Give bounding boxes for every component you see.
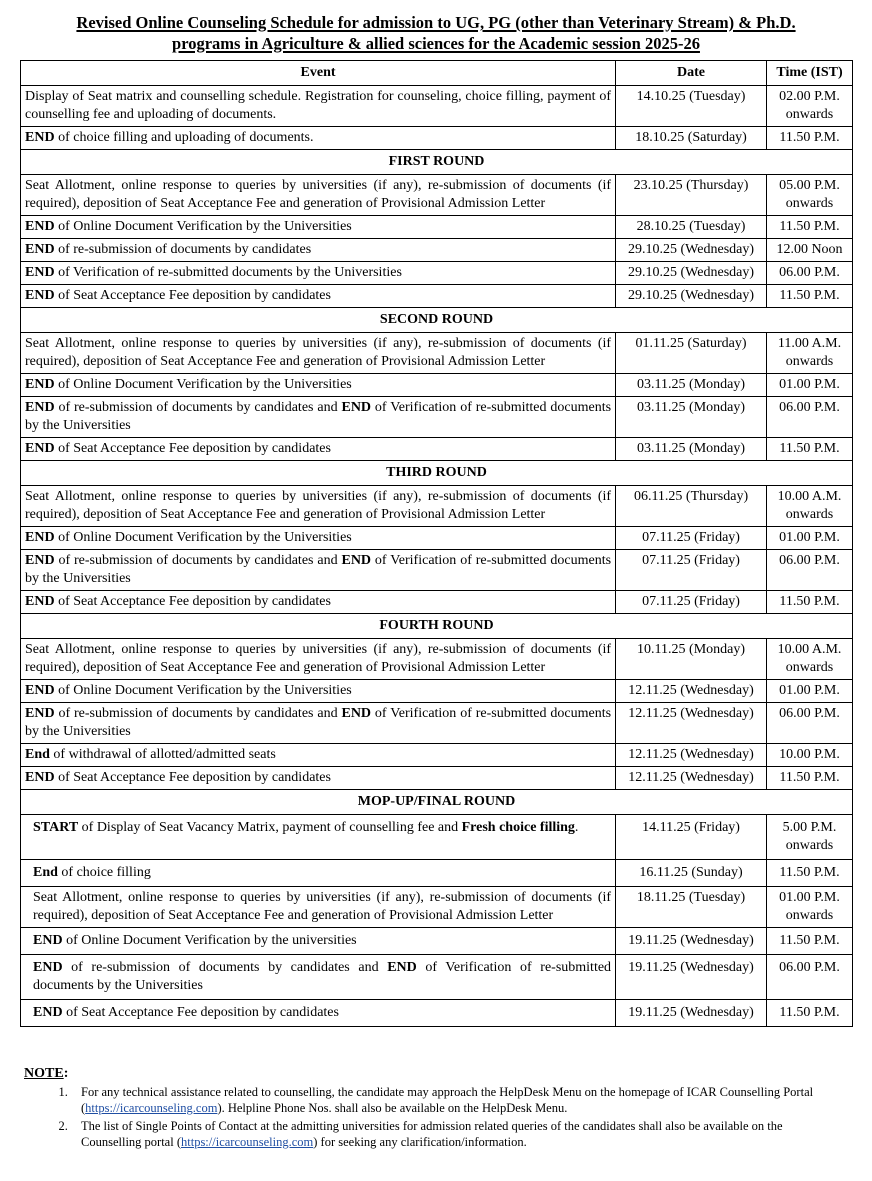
end-keyword: END xyxy=(25,770,55,785)
date-cell: 03.11.25 (Monday) xyxy=(616,374,767,397)
table-row xyxy=(21,860,853,887)
date-cell: 07.11.25 (Friday) xyxy=(616,550,767,591)
time-cell: 11.50 P.M. xyxy=(767,1000,853,1027)
event-cell xyxy=(21,216,616,239)
event-text: of Online Document Verification by the universities xyxy=(62,933,357,948)
end-keyword: END xyxy=(25,706,55,721)
table-row xyxy=(21,262,853,285)
note-text: For any technical assistance related to counselling, the candidate may approach the HelpDesk Menu on the homepage of ICAR Counselling Portal ( xyxy=(81,1085,814,1115)
time-value: 02.00 P.M. xyxy=(779,89,840,104)
event-cell xyxy=(21,680,616,703)
event-text: of Verification of re-submitted documents by the Universities xyxy=(25,706,612,739)
event-text: of re-submission of documents by candidates xyxy=(54,553,314,568)
event-cell xyxy=(21,744,616,767)
note-colon: : xyxy=(63,1066,69,1081)
table-row xyxy=(21,527,853,550)
time-cell: 06.00 P.M. xyxy=(767,262,853,285)
end-keyword: END xyxy=(341,553,372,568)
end-keyword: End xyxy=(25,747,50,762)
end-keyword: END xyxy=(387,960,417,975)
table-row xyxy=(21,680,853,703)
round-title: FOURTH ROUND xyxy=(21,614,853,639)
time-cell: 06.00 P.M. xyxy=(767,397,853,438)
time-cell: 01.00 P.M. xyxy=(767,680,853,703)
event-text: of Online Document Verification by the Universities xyxy=(54,219,352,234)
time-cell xyxy=(767,639,853,680)
time-cell xyxy=(767,175,853,216)
event-text: of Verification of re-submitted documents by the Universities xyxy=(25,400,612,433)
time-cell: 01.00 P.M. xyxy=(767,527,853,550)
event-cell xyxy=(21,928,616,955)
time-cell xyxy=(767,887,853,928)
event-text: of choice filling and uploading of documents. xyxy=(54,130,314,145)
time-cell: 06.00 P.M. xyxy=(767,703,853,744)
date-cell: 16.11.25 (Sunday) xyxy=(616,860,767,887)
date-cell: 12.11.25 (Wednesday) xyxy=(616,744,767,767)
event-text: of Online Document Verification by the Universities xyxy=(54,377,352,392)
time-cell: 11.50 P.M. xyxy=(767,591,853,614)
round-title: THIRD ROUND xyxy=(21,461,853,486)
end-keyword: END xyxy=(25,441,55,456)
event-text: and xyxy=(313,400,342,415)
portal-link[interactable]: https://icarcounseling.com xyxy=(85,1101,218,1115)
event-text: and xyxy=(313,553,342,568)
date-cell: 29.10.25 (Wednesday) xyxy=(616,262,767,285)
time-cell: 06.00 P.M. xyxy=(767,550,853,591)
round-header-row xyxy=(21,790,853,815)
time-suffix: onwards xyxy=(785,107,834,122)
date-cell: 03.11.25 (Monday) xyxy=(616,438,767,461)
table-row xyxy=(21,955,853,1000)
table-row xyxy=(21,591,853,614)
end-keyword: END xyxy=(341,400,372,415)
event-cell xyxy=(21,1000,616,1027)
event-cell: Display of Seat matrix and counselling schedule. Registration for counseling, choice filling, payment of counselling fee and uploading of documents. xyxy=(21,86,616,127)
event-text: of Online Document Verification by the Universities xyxy=(54,530,352,545)
time-cell: 11.50 P.M. xyxy=(767,860,853,887)
table-row xyxy=(21,639,853,680)
end-keyword: END xyxy=(33,1005,63,1020)
event-text: of Online Document Verification by the Universities xyxy=(54,683,352,698)
event-cell xyxy=(21,285,616,308)
end-keyword: END xyxy=(33,933,63,948)
notes-section xyxy=(24,1066,844,1152)
round-header-row xyxy=(21,150,853,175)
time-suffix: onwards xyxy=(785,660,834,675)
event-text: . xyxy=(574,820,579,835)
event-text: of re-submission of documents by candidates xyxy=(62,960,350,975)
event-text: of Seat Acceptance Fee deposition by candidates xyxy=(62,1005,339,1020)
round-header-row xyxy=(21,308,853,333)
date-cell: 19.11.25 (Wednesday) xyxy=(616,955,767,1000)
date-cell: 10.11.25 (Monday) xyxy=(616,639,767,680)
table-row xyxy=(21,239,853,262)
time-cell: 12.00 Noon xyxy=(767,239,853,262)
time-suffix: onwards xyxy=(785,908,834,923)
date-cell: 07.11.25 (Friday) xyxy=(616,591,767,614)
date-cell: 28.10.25 (Tuesday) xyxy=(616,216,767,239)
title-line-1: Revised Online Counseling Schedule for admission to UG, PG (other than Veterinary Stream) & Ph.D. xyxy=(76,13,796,32)
table-row xyxy=(21,928,853,955)
table-header-row xyxy=(21,61,853,86)
date-cell: 12.11.25 (Wednesday) xyxy=(616,767,767,790)
end-keyword: End xyxy=(33,865,58,880)
end-keyword: END xyxy=(25,400,55,415)
date-cell: 12.11.25 (Wednesday) xyxy=(616,703,767,744)
event-text: of Seat Acceptance Fee deposition by candidates xyxy=(54,770,331,785)
time-cell: 11.50 P.M. xyxy=(767,127,853,150)
date-cell: 14.10.25 (Tuesday) xyxy=(616,86,767,127)
time-cell: 11.50 P.M. xyxy=(767,767,853,790)
title-line-2: programs in Agriculture & allied sciences for the Academic session 2025-26 xyxy=(172,34,700,53)
event-text: of re-submission of documents by candidates xyxy=(54,706,314,721)
event-cell xyxy=(21,527,616,550)
date-cell: 07.11.25 (Friday) xyxy=(616,527,767,550)
time-cell: 11.50 P.M. xyxy=(767,438,853,461)
time-value: 01.00 P.M. xyxy=(779,890,840,905)
note-list xyxy=(24,1084,844,1150)
event-text: of re-submission of documents by candidates xyxy=(54,242,312,257)
table-row xyxy=(21,175,853,216)
time-suffix: onwards xyxy=(785,354,834,369)
end-keyword: END xyxy=(25,288,55,303)
date-cell: 14.11.25 (Friday) xyxy=(616,815,767,860)
time-value: 10.00 A.M. xyxy=(777,489,842,504)
time-value: 5.00 P.M. xyxy=(782,820,837,835)
date-cell: 19.11.25 (Wednesday) xyxy=(616,928,767,955)
table-row xyxy=(21,285,853,308)
date-cell: 03.11.25 (Monday) xyxy=(616,397,767,438)
date-cell: 29.10.25 (Wednesday) xyxy=(616,285,767,308)
event-text: of re-submission of documents by candidates xyxy=(54,400,314,415)
table-row xyxy=(21,333,853,374)
end-keyword: END xyxy=(341,706,372,721)
event-cell xyxy=(21,438,616,461)
time-cell: 11.50 P.M. xyxy=(767,216,853,239)
event-text: of Seat Acceptance Fee deposition by candidates xyxy=(54,288,331,303)
time-cell xyxy=(767,486,853,527)
event-text: of Verification of re-submitted documents by the Universities xyxy=(25,553,612,586)
event-cell xyxy=(21,550,616,591)
round-title: FIRST ROUND xyxy=(21,150,853,175)
event-cell xyxy=(21,767,616,790)
event-cell xyxy=(21,239,616,262)
table-row xyxy=(21,86,853,127)
event-text: of Display of Seat Vacancy Matrix, payment of counselling fee and xyxy=(78,820,462,835)
time-cell: 06.00 P.M. xyxy=(767,955,853,1000)
table-row xyxy=(21,1000,853,1027)
event-cell xyxy=(21,374,616,397)
time-suffix: onwards xyxy=(785,507,834,522)
date-cell: 01.11.25 (Saturday) xyxy=(616,333,767,374)
time-cell xyxy=(767,86,853,127)
event-cell xyxy=(21,397,616,438)
event-cell: Seat Allotment, online response to queries by universities (if any), re-submission of documents (if required), deposition of Seat Acceptance Fee and generation of Provisional Admission Letter xyxy=(21,333,616,374)
table-row xyxy=(21,744,853,767)
date-cell: 12.11.25 (Wednesday) xyxy=(616,680,767,703)
note-text: The list of Single Points of Contact at the admitting universities for admission related queries of the candidates shall also be available on the Counselling portal ( xyxy=(81,1119,783,1149)
event-text: of choice filling xyxy=(57,865,151,880)
event-text: of Verification of re-submitted documents by the Universities xyxy=(33,960,612,993)
time-value: 11.00 A.M. xyxy=(777,336,842,351)
event-cell xyxy=(21,591,616,614)
time-cell: 11.50 P.M. xyxy=(767,928,853,955)
date-cell: 06.11.25 (Thursday) xyxy=(616,486,767,527)
event-text: of Seat Acceptance Fee deposition by candidates xyxy=(54,441,331,456)
event-cell xyxy=(21,955,616,1000)
event-text: of withdrawal of allotted/admitted seats xyxy=(49,747,276,762)
end-keyword: END xyxy=(25,130,55,145)
round-header-row xyxy=(21,614,853,639)
time-cell: 11.50 P.M. xyxy=(767,285,853,308)
table-row xyxy=(21,127,853,150)
event-cell xyxy=(21,262,616,285)
date-cell: 29.10.25 (Wednesday) xyxy=(616,239,767,262)
event-text: of Seat Acceptance Fee deposition by candidates xyxy=(54,594,331,609)
end-keyword: END xyxy=(33,960,63,975)
time-suffix: onwards xyxy=(785,838,834,853)
event-cell xyxy=(21,703,616,744)
time-cell xyxy=(767,333,853,374)
note-text: ). Helpline Phone Nos. shall also be available on the HelpDesk Menu. xyxy=(217,1101,568,1115)
portal-link[interactable]: https://icarcounseling.com xyxy=(181,1135,314,1149)
table-row xyxy=(21,438,853,461)
table-row xyxy=(21,767,853,790)
header-date: Date xyxy=(616,61,767,86)
note-heading-text: NOTE xyxy=(24,1066,64,1081)
event-text: and xyxy=(313,706,342,721)
time-value: 10.00 A.M. xyxy=(777,642,842,657)
date-cell: 18.11.25 (Tuesday) xyxy=(616,887,767,928)
time-cell xyxy=(767,815,853,860)
event-cell: Seat Allotment, online response to queries by universities (if any), re-submission of documents (if required), deposition of Seat Acceptance Fee and generation of Provisional Admission Letter xyxy=(21,486,616,527)
time-cell: 10.00 P.M. xyxy=(767,744,853,767)
header-time: Time (IST) xyxy=(767,61,853,86)
end-keyword: END xyxy=(25,530,55,545)
end-keyword: END xyxy=(25,683,55,698)
end-keyword: END xyxy=(25,219,55,234)
date-cell: 19.11.25 (Wednesday) xyxy=(616,1000,767,1027)
event-cell xyxy=(21,860,616,887)
start-keyword: START xyxy=(33,820,79,835)
date-cell: 18.10.25 (Saturday) xyxy=(616,127,767,150)
end-keyword: END xyxy=(25,242,55,257)
table-row xyxy=(21,887,853,928)
schedule-body xyxy=(21,86,853,1027)
note-text: ) for seeking any clarification/information. xyxy=(313,1135,527,1149)
note-item xyxy=(71,1118,844,1150)
table-row xyxy=(21,374,853,397)
round-header-row xyxy=(21,461,853,486)
table-row xyxy=(21,216,853,239)
end-keyword: END xyxy=(25,553,55,568)
event-cell: Seat Allotment, online response to queries by universities (if any), re-submission of documents (if required), deposition of Seat Acceptance Fee and generation of Provisional Admission Letter xyxy=(21,175,616,216)
date-cell: 23.10.25 (Thursday) xyxy=(616,175,767,216)
event-text: and xyxy=(349,960,388,975)
table-row xyxy=(21,486,853,527)
table-row xyxy=(21,703,853,744)
end-keyword: END xyxy=(25,265,55,280)
end-keyword: END xyxy=(25,377,55,392)
document-title xyxy=(0,12,872,54)
table-row xyxy=(21,815,853,860)
event-cell: Seat Allotment, online response to queries by universities (if any), re-submission of documents (if required), deposition of Seat Acceptance Fee and generation of Provisional Admission Letter xyxy=(21,887,616,928)
table-row xyxy=(21,397,853,438)
note-heading xyxy=(24,1066,844,1082)
schedule-table xyxy=(20,60,853,1027)
end-keyword: END xyxy=(25,594,55,609)
round-title: MOP-UP/FINAL ROUND xyxy=(21,790,853,815)
event-cell xyxy=(21,127,616,150)
event-text: of Verification of re-submitted documents by the Universities xyxy=(54,265,402,280)
round-title: SECOND ROUND xyxy=(21,308,853,333)
event-cell xyxy=(21,815,616,860)
time-suffix: onwards xyxy=(785,196,834,211)
table-row xyxy=(21,550,853,591)
time-value: 05.00 P.M. xyxy=(779,178,840,193)
time-cell: 01.00 P.M. xyxy=(767,374,853,397)
event-cell: Seat Allotment, online response to queries by universities (if any), re-submission of documents (if required), deposition of Seat Acceptance Fee and generation of Provisional Admission Letter xyxy=(21,639,616,680)
note-item xyxy=(71,1084,844,1116)
event-bold-text: Fresh choice filling xyxy=(461,820,575,835)
header-event: Event xyxy=(21,61,616,86)
